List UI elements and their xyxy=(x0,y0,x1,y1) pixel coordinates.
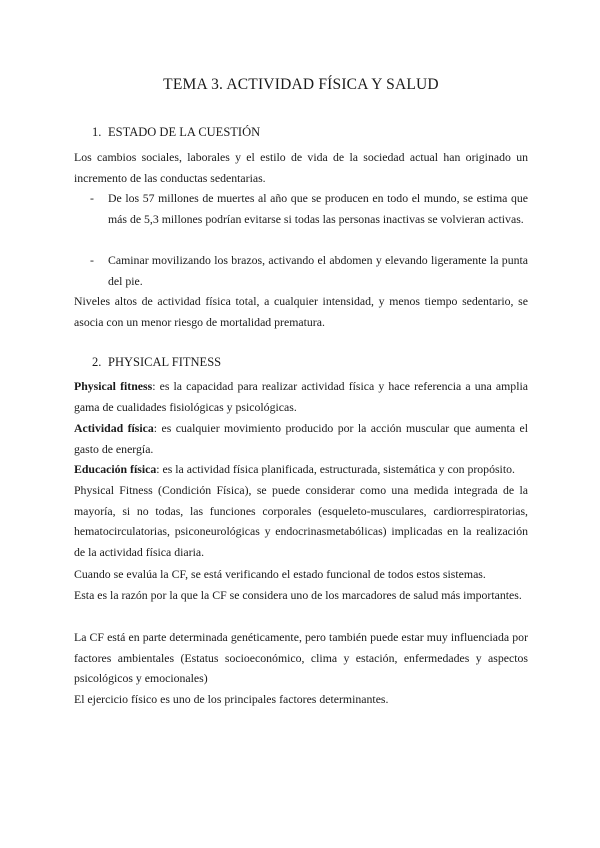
section-heading-text: ESTADO DE LA CUESTIÓN xyxy=(108,125,261,139)
definition-physical-fitness xyxy=(74,376,528,417)
document-title: TEMA 3. ACTIVIDAD FÍSICA Y SALUD xyxy=(163,76,439,93)
list-item-text: Caminar movilizando los brazos, activando el abdomen y elevando ligeramente la punta del pie. xyxy=(108,253,528,288)
definition-term: Educación física xyxy=(74,462,157,476)
definition-text: : es la capacidad para realizar actividad física y hace referencia a una amplia gama de cualidades fisiológicas y psicológicas. xyxy=(74,379,528,414)
paragraph-evaluacion: Cuando se evalúa la CF, se está verificando el estado funcional de todos estos sistemas. xyxy=(74,567,486,581)
bullet-marker: - xyxy=(90,191,94,205)
definition-text: : es la actividad física planificada, estructurada, sistemática y con propósito. xyxy=(156,462,515,476)
list-item xyxy=(90,188,528,229)
section-number: 2. xyxy=(92,355,102,369)
paragraph-closing: Niveles altos de actividad física total, a cualquier intensidad, y menos tiempo sedentario, se asocia con un menor riesgo de mortalidad prematura. xyxy=(74,294,528,329)
list-item-text: De los 57 millones de muertes al año que se producen en todo el mundo, se estima que más de 5,3 millones podrían evitarse si todas las personas inactivas se volvieran activas. xyxy=(108,191,528,226)
section-number: 1. xyxy=(92,125,102,139)
section-heading-estado xyxy=(92,125,260,140)
section-heading-text: PHYSICAL FITNESS xyxy=(108,355,222,369)
paragraph-marcadores: Esta es la razón por la que la CF se considera uno de los marcadores de salud más importantes. xyxy=(74,588,522,602)
paragraph-ejercicio: El ejercicio físico es uno de los principales factores determinantes. xyxy=(74,692,389,706)
paragraph-intro: Los cambios sociales, laborales y el estilo de vida de la sociedad actual han originado un incremento de las conductas sedentarias. xyxy=(74,150,528,185)
list-item xyxy=(90,250,528,291)
definition-term: Actividad física xyxy=(74,421,154,435)
definition-actividad-fisica xyxy=(74,418,528,459)
paragraph-condicion-fisica: Physical Fitness (Condición Física), se puede considerar como una medida integrada de la mayoría, si no todas, las funciones corporales (esqueleto-musculares, cardiorrespiratorias, hematocirculatorias, psiconeurológicas y endocrinasmetabólicas) implicadas en la realización de la actividad física diaria. xyxy=(74,483,528,560)
paragraph-genetica: La CF está en parte determinada genéticamente, pero también puede estar muy influenciada por factores ambientales (Estatus socioeconómico, clima y estación, enfermedades y aspectos psicológicos y emocionales) xyxy=(74,630,528,686)
bullet-marker: - xyxy=(90,253,94,267)
definition-text: : es cualquier movimiento producido por la acción muscular que aumenta el gasto de energía. xyxy=(74,421,528,456)
section-heading-physical-fitness xyxy=(92,355,221,370)
definition-educacion-fisica xyxy=(74,459,528,480)
definition-term: Physical fitness xyxy=(74,379,153,393)
